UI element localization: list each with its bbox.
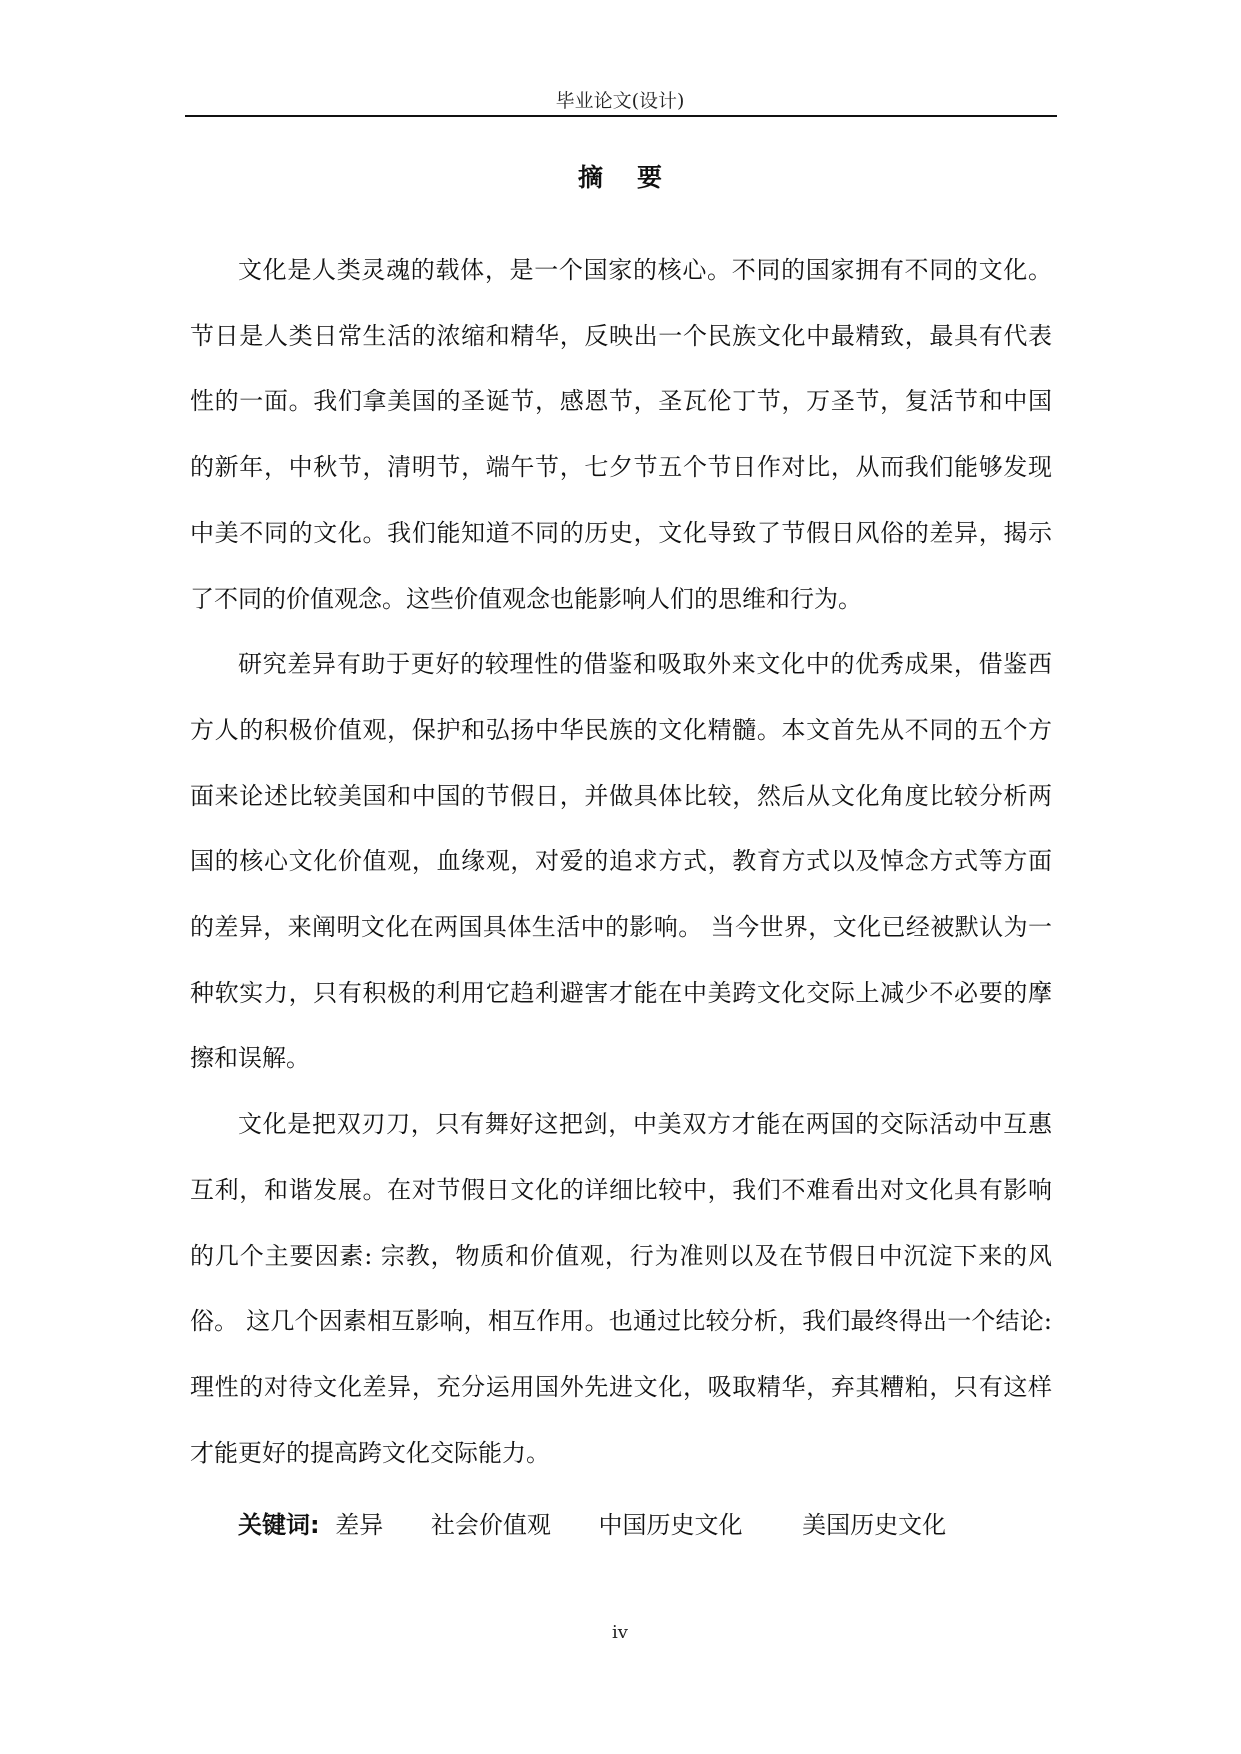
keyword-item: 美国历史文化	[802, 1511, 947, 1539]
abstract-paragraph-1: 文化是人类灵魂的载体，是一个国家的核心。不同的国家拥有不同的文化。节日是人类日常生活的浓缩和精华，反映出一个民族文化中最精致，最具有代表性的一面。我们拿美国的圣诞节，感恩节，圣瓦伦丁节，万圣节，复活节和中国的新年，中秋节，清明节，端午节，七夕节五个节日作对比，从而我们能够发现中美不同的文化。我们能知道不同的历史，文化导致了节假日风俗的差异，揭示了不同的价值观念。这些价值观念也能影响人们的思维和行为。	[190, 256, 1052, 613]
header-rule	[185, 115, 1057, 117]
keywords-label: 关键词:	[238, 1511, 320, 1539]
keyword-item: 差异	[335, 1511, 384, 1539]
abstract-paragraph-2: 研究差异有助于更好的较理性的借鉴和吸取外来文化中的优秀成果，借鉴西方人的积极价值观，保护和弘扬中华民族的文化精髓。本文首先从不同的五个方面来论述比较美国和中国的节假日，并做具体比较，然后从文化角度比较分析两国的核心文化价值观，血缘观，对爱的追求方式，教育方式以及悼念方式等方面的差异，来阐明文化在两国具体生活中的影响。 当今世界，文化已经被默认为一种软实力，只有积极的利用它趋利避害才能在中美跨文化交际上减少不必要的摩擦和误解。	[190, 650, 1052, 1073]
keywords-line	[238, 1505, 946, 1540]
abstract-paragraph-3: 文化是把双刃刀，只有舞好这把剑，中美双方才能在两国的交际活动中互惠互利，和谐发展。在对节假日文化的详细比较中，我们不难看出对文化具有影响的几个主要因素: 宗教，物质和价值观，行为准则以及在节假日中沉淀下来的风俗。 这几个因素相互影响，相互作用。也通过比较分析，我们最终得出一个结论: 理性的对待文化差异，充分运用国外先进文化，吸取精华，弃其糟粕，只有这样才能更好的提高跨文化交际能力。	[190, 1110, 1052, 1467]
page-number: iv	[612, 1622, 628, 1643]
keyword-item: 社会价值观	[430, 1511, 551, 1539]
header-text: 毕业论文(设计)	[555, 90, 685, 112]
abstract-body	[190, 238, 1052, 1486]
abstract-title: 摘要	[577, 163, 696, 192]
keyword-item: 中国历史文化	[598, 1511, 743, 1539]
